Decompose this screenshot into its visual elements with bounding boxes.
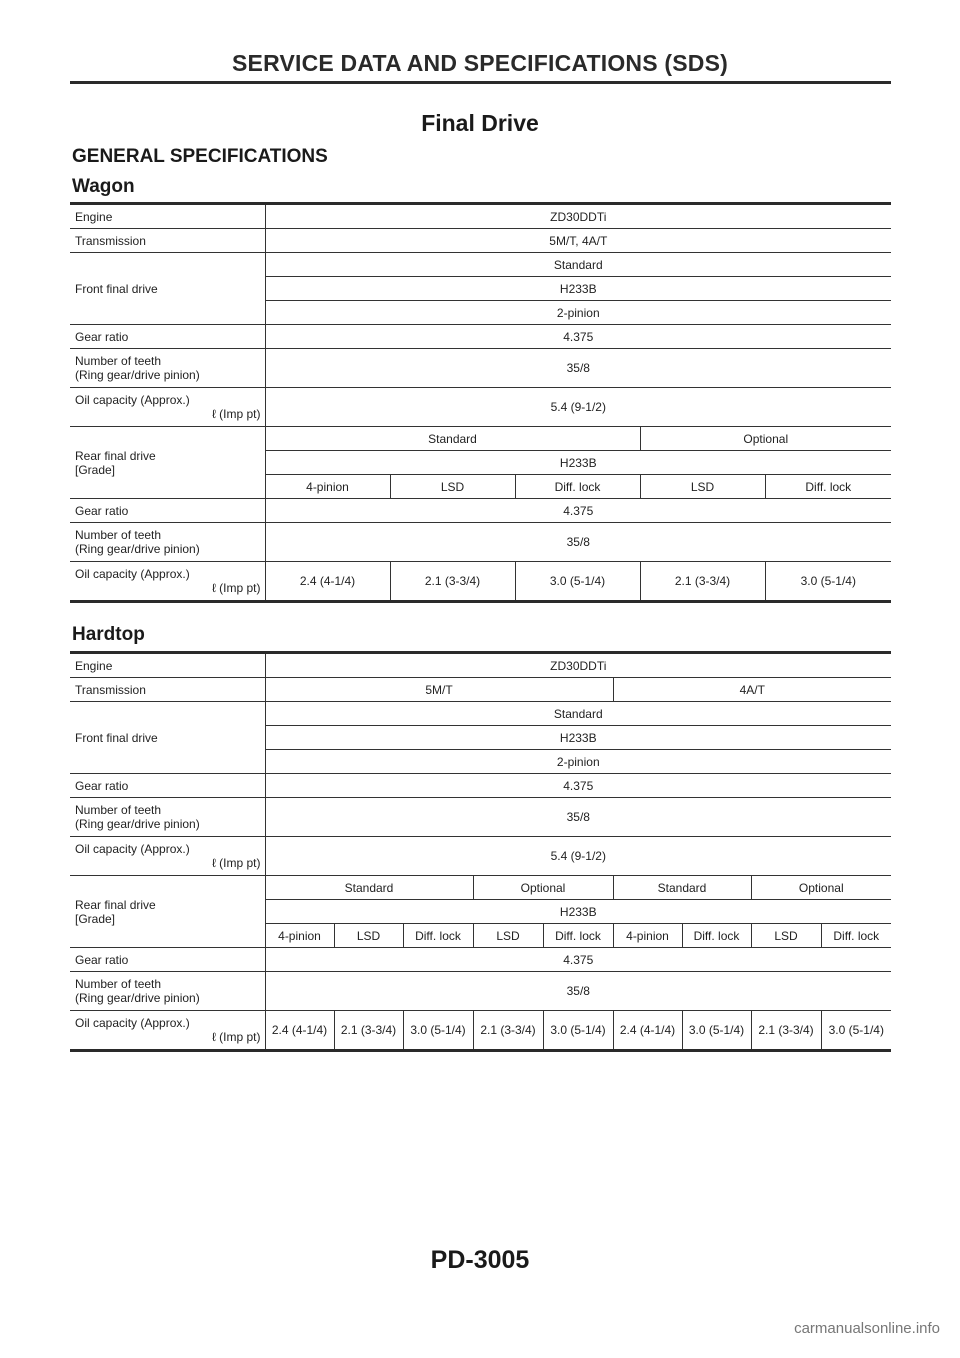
table-row [70, 349, 891, 388]
row-label [70, 798, 265, 837]
row-label: Transmission [70, 229, 265, 253]
label-line: Number of teeth [75, 977, 162, 991]
unit-label: ℓ (Imp pt) [211, 856, 261, 870]
page-title: Final Drive [421, 110, 539, 136]
label-line: [Grade] [75, 911, 116, 926]
unit-label: ℓ (Imp pt) [211, 1030, 261, 1044]
table-row [70, 562, 891, 602]
rear-type: Diff. lock [543, 924, 613, 948]
label-line: Oil capacity (Approx.) [75, 393, 190, 407]
table-row [70, 229, 891, 253]
label-line: Number of teeth [75, 528, 162, 542]
rear-type: Diff. lock [515, 475, 640, 499]
oil-capacity-value: 2.1 (3-3/4) [473, 1011, 543, 1051]
rear-type: 4-pinion [265, 475, 390, 499]
table-row [70, 204, 891, 229]
oil-capacity-value: 2.4 (4-1/4) [265, 562, 390, 602]
oil-capacity-value: 2.4 (4-1/4) [265, 1011, 334, 1051]
rear-type: Diff. lock [682, 924, 751, 948]
table-row [70, 523, 891, 562]
rear-type: Diff. lock [765, 475, 891, 499]
transmission-value: 5M/T, 4A/T [265, 229, 891, 253]
rear-type: Diff. lock [403, 924, 473, 948]
rear-type: Diff. lock [821, 924, 891, 948]
label-line: Number of teeth [75, 354, 162, 368]
watermark: carmanualsonline.info [794, 1320, 940, 1337]
label-line: Oil capacity (Approx.) [75, 842, 190, 856]
label-line: (Ring gear/drive pinion) [75, 817, 200, 831]
page-header: SERVICE DATA AND SPECIFICATIONS (SDS) [232, 50, 728, 76]
rear-grade: Standard [265, 427, 640, 451]
hardtop-spec-table [70, 651, 891, 1052]
transmission-value: 5M/T [265, 678, 613, 702]
teeth-value: 35/8 [265, 972, 891, 1011]
rear-type: LSD [751, 924, 821, 948]
label-line: (Ring gear/drive pinion) [75, 991, 200, 1005]
rear-type: 4-pinion [265, 924, 334, 948]
oil-capacity-value: 3.0 (5-1/4) [515, 562, 640, 602]
oil-capacity-value: 2.4 (4-1/4) [613, 1011, 682, 1051]
rear-grade: Standard [265, 876, 473, 900]
label-line: (Ring gear/drive pinion) [75, 542, 200, 556]
rear-grade: Optional [640, 427, 891, 451]
table-row [70, 388, 891, 427]
table-row [70, 948, 891, 972]
engine-value: ZD30DDTi [265, 204, 891, 229]
oil-capacity-value: 2.1 (3-3/4) [390, 562, 515, 602]
rear-type: LSD [334, 924, 403, 948]
row-label: Front final drive [70, 702, 265, 774]
teeth-value: 35/8 [265, 349, 891, 388]
rear-type: LSD [640, 475, 765, 499]
page-number: PD-3005 [430, 1246, 530, 1274]
table-row [70, 678, 891, 702]
unit-label: ℓ (Imp pt) [211, 581, 261, 595]
table-row [70, 837, 891, 876]
row-label [70, 837, 265, 876]
rear-model: H233B [265, 900, 891, 924]
wagon-spec-table [70, 202, 891, 603]
wagon-title: Wagon [72, 176, 135, 197]
oil-capacity-value: 5.4 (9-1/2) [265, 388, 891, 427]
table-row [70, 972, 891, 1011]
row-label: Gear ratio [70, 499, 265, 523]
rear-model: H233B [265, 451, 891, 475]
row-label [70, 349, 265, 388]
front-type: 2-pinion [265, 750, 891, 774]
oil-capacity-value: 3.0 (5-1/4) [682, 1011, 751, 1051]
hardtop-title: Hardtop [72, 624, 145, 645]
row-label [70, 388, 265, 427]
row-label: Front final drive [70, 253, 265, 325]
front-grade: Standard [265, 253, 891, 277]
oil-capacity-value: 3.0 (5-1/4) [765, 562, 891, 602]
table-row [70, 253, 891, 277]
teeth-value: 35/8 [265, 798, 891, 837]
engine-value: ZD30DDTi [265, 653, 891, 678]
label-line: Rear final drive [75, 897, 156, 912]
gear-ratio-value: 4.375 [265, 325, 891, 349]
row-label [70, 1011, 265, 1051]
oil-capacity-value: 5.4 (9-1/2) [265, 837, 891, 876]
rear-type: 4-pinion [613, 924, 682, 948]
front-grade: Standard [265, 702, 891, 726]
label-line: Number of teeth [75, 803, 162, 817]
table-row [70, 702, 891, 726]
label-line: Oil capacity (Approx.) [75, 1016, 190, 1030]
table-row [70, 1011, 891, 1051]
transmission-value: 4A/T [613, 678, 891, 702]
table-row [70, 798, 891, 837]
row-label: Gear ratio [70, 948, 265, 972]
row-label [70, 972, 265, 1011]
table-row [70, 774, 891, 798]
row-label [70, 876, 265, 948]
table-row [70, 499, 891, 523]
table-row [70, 876, 891, 900]
label-line: Oil capacity (Approx.) [75, 567, 190, 581]
rear-type: LSD [473, 924, 543, 948]
gear-ratio-value: 4.375 [265, 774, 891, 798]
row-label: Transmission [70, 678, 265, 702]
rear-type: LSD [390, 475, 515, 499]
table-row [70, 325, 891, 349]
row-label: Gear ratio [70, 325, 265, 349]
row-label: Gear ratio [70, 774, 265, 798]
oil-capacity-value: 3.0 (5-1/4) [543, 1011, 613, 1051]
gear-ratio-value: 4.375 [265, 499, 891, 523]
front-type: 2-pinion [265, 301, 891, 325]
label-line: Rear final drive [75, 448, 156, 463]
row-label: Engine [70, 204, 265, 229]
row-label [70, 562, 265, 602]
oil-capacity-value: 2.1 (3-3/4) [334, 1011, 403, 1051]
gear-ratio-value: 4.375 [265, 948, 891, 972]
oil-capacity-value: 3.0 (5-1/4) [821, 1011, 891, 1051]
oil-capacity-value: 3.0 (5-1/4) [403, 1011, 473, 1051]
row-label [70, 523, 265, 562]
table-row [70, 427, 891, 451]
row-label [70, 427, 265, 499]
oil-capacity-value: 2.1 (3-3/4) [751, 1011, 821, 1051]
section-title: GENERAL SPECIFICATIONS [72, 146, 328, 167]
rear-grade: Optional [473, 876, 613, 900]
table-row [70, 653, 891, 678]
row-label: Engine [70, 653, 265, 678]
label-line: [Grade] [75, 462, 116, 477]
label-line: (Ring gear/drive pinion) [75, 368, 200, 382]
header-rule [70, 81, 891, 84]
front-model: H233B [265, 726, 891, 750]
unit-label: ℓ (Imp pt) [211, 407, 261, 421]
rear-grade: Standard [613, 876, 751, 900]
rear-grade: Optional [751, 876, 891, 900]
teeth-value: 35/8 [265, 523, 891, 562]
oil-capacity-value: 2.1 (3-3/4) [640, 562, 765, 602]
front-model: H233B [265, 277, 891, 301]
